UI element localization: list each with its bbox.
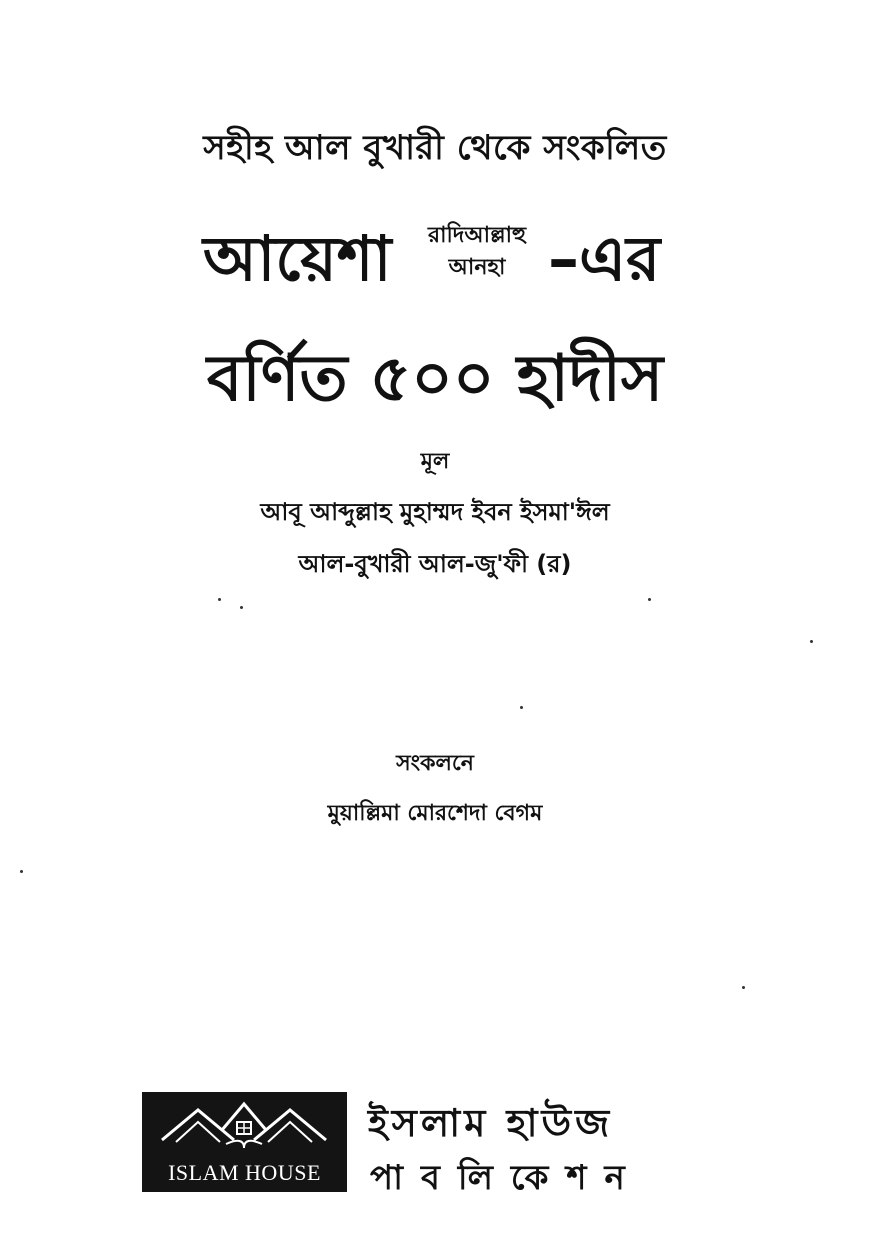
book-subtitle: সহীহ আল বুখারী থেকে সংকলিত bbox=[203, 128, 667, 168]
title-honorific bbox=[428, 220, 526, 284]
publisher-name-line1: ইসলাম হাউজ bbox=[368, 1101, 614, 1145]
compiled-label: সংকলনে bbox=[396, 751, 474, 776]
scan-speck bbox=[810, 640, 813, 643]
publisher-name-line2: পাবলিকেশন bbox=[370, 1158, 643, 1198]
scan-speck bbox=[20, 870, 23, 873]
scan-speck bbox=[218, 598, 221, 601]
author-line2: আল-বুখারী আল-জু'ফী (র) bbox=[298, 550, 572, 578]
scan-speck bbox=[742, 986, 745, 989]
honorific-line2: আনহা bbox=[448, 255, 506, 280]
scan-speck bbox=[648, 598, 651, 601]
scan-speck bbox=[520, 706, 523, 709]
author-line1: আবূ আব্দুল্লাহ মুহাম্মদ ইবন ইসমা'ঈল bbox=[260, 498, 610, 526]
compiler-name: মুয়াল্লিমা মোরশেদা বেগম bbox=[327, 801, 543, 826]
book-title-line1 bbox=[0, 212, 870, 302]
logo-text: ISLAM HOUSE bbox=[168, 1160, 321, 1185]
publisher-logo bbox=[142, 1092, 347, 1192]
book-title-line2: বর্ণিত ৫০০ হাদীস bbox=[206, 342, 664, 416]
original-label: মূল bbox=[420, 449, 450, 474]
scan-speck bbox=[240, 606, 243, 609]
title-main: আয়েশা bbox=[203, 222, 392, 295]
honorific-line1: রাদিআল্লাহু bbox=[428, 223, 527, 248]
title-suffix: –এর bbox=[548, 222, 661, 295]
